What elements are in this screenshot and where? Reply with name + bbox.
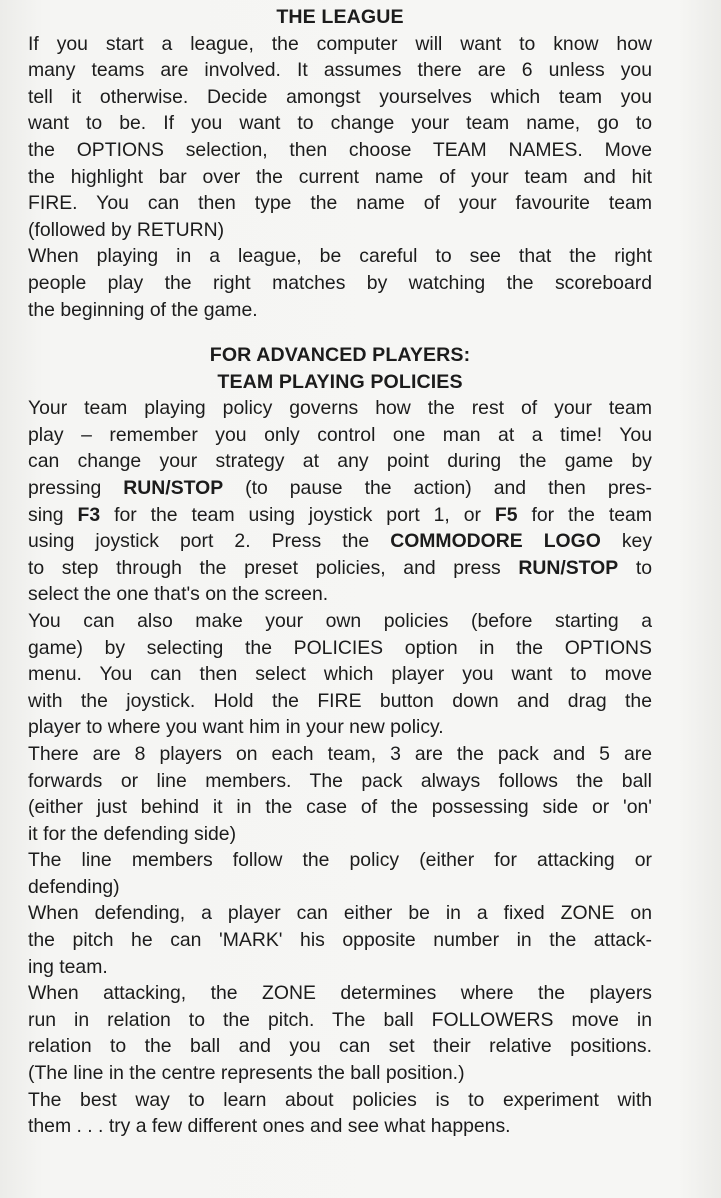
advanced-line — [28, 555, 652, 582]
advanced-line: (The line in the centre represents the ball position.) — [28, 1062, 465, 1085]
advanced-line — [28, 528, 652, 555]
league-line: many teams are involved. It assumes there are 6 unless you — [28, 59, 652, 82]
league-heading: THE LEAGUE — [276, 6, 404, 28]
advanced-line: with the joystick. Hold the FIRE button down and drag the — [28, 689, 652, 712]
advanced-line — [28, 502, 652, 529]
advanced-line: You can also make your own policies (before starting a — [28, 609, 652, 632]
league-line: the OPTIONS selection, then choose TEAM NAMES. Move — [28, 138, 652, 161]
league-line: FIRE. You can then type the name of your favourite team — [28, 192, 652, 215]
key-run-stop: RUN/STOP — [123, 476, 224, 499]
advanced-line: select the one that's on the screen. — [28, 583, 329, 606]
advanced-line: The best way to learn about policies is to experiment with — [28, 1088, 652, 1111]
text-run: pressing — [28, 476, 124, 499]
league-line: the beginning of the game. — [28, 298, 258, 321]
key-f3: F3 — [77, 503, 101, 526]
advanced-line: defending) — [28, 875, 120, 898]
key-f5: F5 — [494, 503, 518, 526]
text-run: (to pause the action) and then pres- — [223, 476, 652, 499]
advanced-line: can change your strategy at any point during the game by — [28, 450, 652, 473]
advanced-line: When attacking, the ZONE determines where the players — [28, 982, 652, 1005]
advanced-section — [28, 342, 652, 1140]
advanced-line: play – remember you only control one man at a time! You — [28, 423, 652, 446]
league-line: want to be. If you want to change your team name, go to — [28, 112, 652, 135]
text-run: for the team — [517, 503, 652, 526]
text-run: to — [618, 556, 652, 579]
league-line: the highlight bar over the current name of your team and hit — [28, 165, 652, 188]
advanced-line: it for the defending side) — [28, 822, 237, 845]
policies-heading: TEAM PLAYING POLICIES — [217, 370, 463, 393]
advanced-line: (either just behind it in the case of the possessing side or 'on' — [28, 796, 652, 819]
text-run: to step through the preset policies, and press — [28, 556, 519, 579]
league-line: When playing in a league, be careful to see that the right — [28, 245, 652, 268]
league-section — [28, 4, 652, 323]
text-run: using joystick port 2. Press the — [28, 530, 391, 553]
league-line: people play the right matches by watching the scoreboard — [28, 271, 652, 294]
advanced-line: the pitch he can 'MARK' his opposite number in the attack- — [28, 929, 652, 952]
advanced-line: relation to the ball and you can set their relative positions. — [28, 1035, 652, 1058]
advanced-line: run in relation to the pitch. The ball FOLLOWERS move in — [28, 1008, 652, 1031]
advanced-heading: FOR ADVANCED PLAYERS: — [209, 344, 471, 366]
advanced-line: forwards or line members. The pack always follows the ball — [28, 769, 652, 792]
advanced-line — [28, 475, 652, 502]
key-run-stop: RUN/STOP — [518, 556, 619, 579]
league-line: (followed by RETURN) — [28, 218, 225, 241]
advanced-line: There are 8 players on each team, 3 are the pack and 5 are — [28, 742, 652, 765]
advanced-line: them . . . try a few different ones and see what happens. — [28, 1115, 511, 1138]
advanced-line: menu. You can then select which player you want to move — [28, 663, 652, 686]
key-commodore-logo: COMMODORE LOGO — [390, 530, 601, 553]
text-run: sing — [28, 503, 78, 526]
text-run: key — [600, 530, 653, 553]
advanced-line: The line members follow the policy (either for attacking or — [28, 849, 652, 872]
advanced-line: ing team. — [28, 955, 108, 978]
text-run: for the team using joystick port 1, or — [100, 503, 495, 526]
advanced-line: Your team playing policy governs how the rest of your team — [28, 397, 652, 420]
advanced-line: When defending, a player can either be in a fixed ZONE on — [28, 902, 652, 925]
advanced-line: player to where you want him in your new policy. — [28, 716, 444, 739]
league-line: If you start a league, the computer will want to know how — [28, 32, 652, 55]
advanced-line: game) by selecting the POLICIES option in the OPTIONS — [28, 636, 652, 659]
league-line: tell it otherwise. Decide amongst yourselves which team you — [28, 85, 652, 108]
